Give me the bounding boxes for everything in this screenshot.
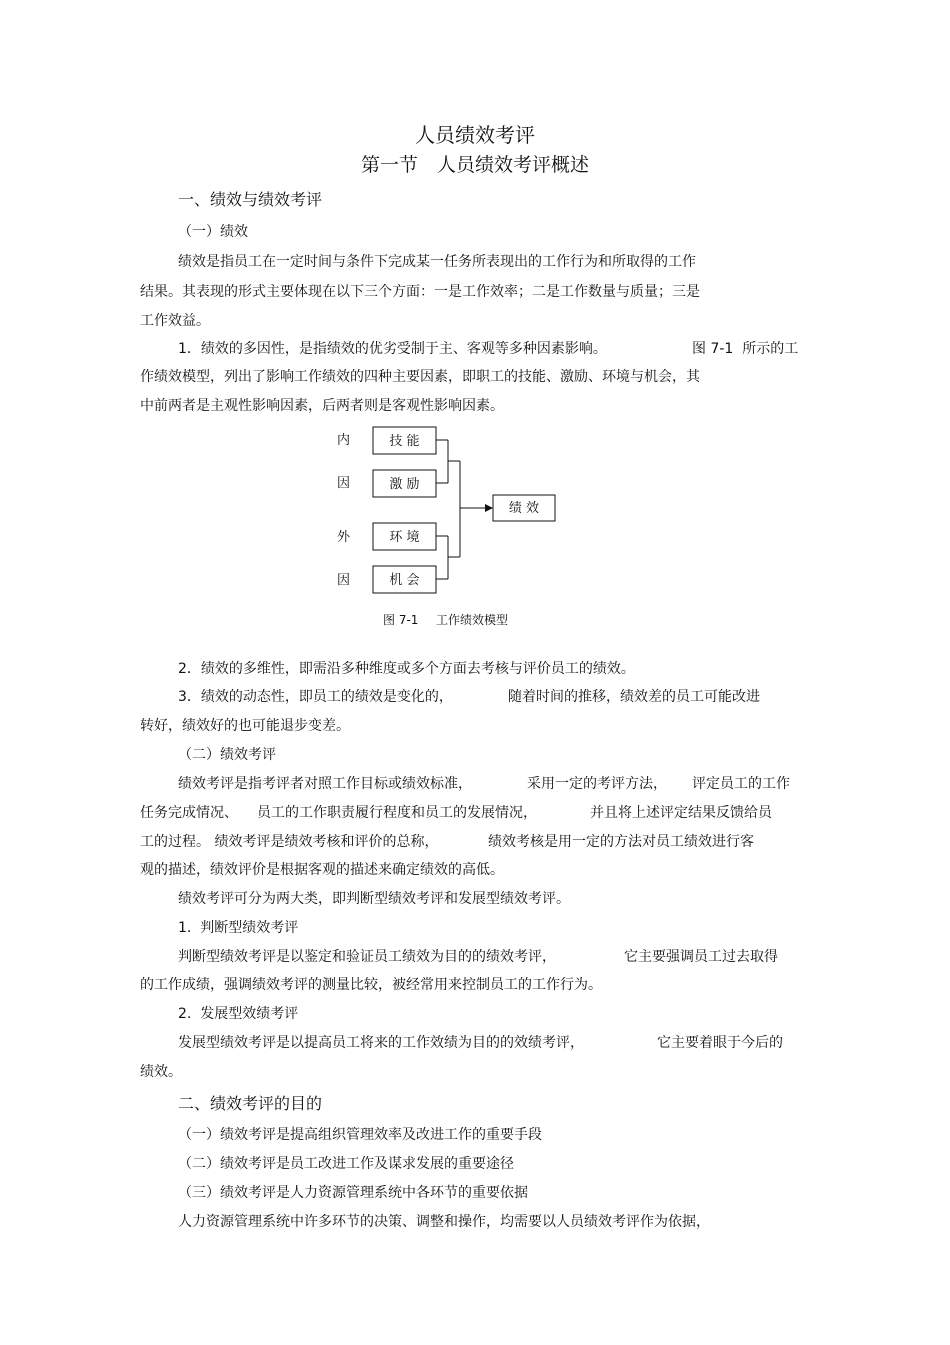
paragraph-line: 工作效益。 [140,313,210,329]
factor-label: 激 励 [389,477,420,492]
paragraph-line: 随着时间的推移，绩效差的员工可能改进 [508,689,760,705]
paragraph-line: 并且将上述评定结果反馈给员 [590,805,772,821]
paragraph-line: 工的过程。 绩效考评是绩效考核和评价的总称， [140,834,439,850]
paragraph-line: 1．绩效的多因性，是指绩效的优劣受制于主、客观等多种因素影响。 [178,341,607,357]
heading-2: 二、绩效考评的目的 [178,1094,323,1113]
factor-group-label: 外 [337,530,351,545]
paragraph-line: 绩效考评可分为两大类，即判断型绩效考评和发展型绩效考评。 [178,891,570,907]
factor-group-label: 因 [337,573,351,588]
factor-label: 机 会 [389,573,420,588]
paragraph-line: 转好，绩效好的也可能退步变差。 [140,718,350,734]
paragraph-line: 作绩效模型，列出了影响工作绩效的四种主要因素，即职工的技能、激励、环境与机会，其 [140,369,700,385]
paragraph-line: 它主要着眼于今后的 [657,1035,783,1051]
connector-lines [436,440,486,579]
arrow-head [485,504,493,512]
section-title: 第一节 人员绩效考评概述 [360,154,589,176]
paragraph-line: 人力资源管理系统中许多环节的决策、调整和操作，均需要以人员绩效考评作为依据， [178,1214,710,1230]
paragraph-line: 绩效考核是用一定的方法对员工绩效进行客 [488,834,754,850]
paragraph-line: 评定员工的工作 [692,776,790,792]
factor-label: 环 境 [389,530,420,545]
paragraph-line: 中前两者是主观性影响因素，后两者则是客观性影响因素。 [140,398,504,414]
paragraph-line: 2．绩效的多维性，即需沿多种维度或多个方面去考核与评价员工的绩效。 [178,661,635,677]
paragraph-line: 它主要强调员工过去取得 [624,949,778,965]
paragraph-line: 3．绩效的动态性，即员工的绩效是变化的， [178,689,453,705]
list-item: （二）绩效考评是员工改进工作及谋求发展的重要途径 [178,1156,514,1172]
list-item-judgmental: 1. 判断型绩效考评 [178,920,299,936]
paragraph-line: 结果。其表现的形式主要体现在以下三个方面：一是工作效率；二是工作数量与质量；三是 [140,284,700,300]
factor-group-label: 内 [337,433,351,448]
paragraph-line: 绩效。 [140,1064,182,1080]
paragraph-line: 绩效考评是指考评者对照工作目标或绩效标准， [178,776,472,792]
paragraph-line: 的工作成绩，强调绩效考评的测量比较，被经常用来控制员工的工作行为。 [140,977,602,993]
paragraph-line: 判断型绩效考评是以鉴定和验证员工绩效为目的的绩效考评， [178,949,556,965]
paragraph-line: 任务完成情况、 [140,805,238,821]
list-item: （三）绩效考评是人力资源管理系统中各环节的重要依据 [178,1185,528,1201]
paragraph-line: 员工的工作职责履行程度和员工的发展情况， [257,805,537,821]
figure-caption-text: 工作绩效模型 [436,613,509,627]
list-item: （一）绩效考评是提高组织管理效率及改进工作的重要手段 [178,1127,542,1143]
document-title: 人员绩效考评 [415,123,535,147]
performance-model-diagram [330,420,570,610]
result-label: 绩 效 [508,501,540,516]
paragraph-line: 采用一定的考评方法， [527,776,667,792]
factor-group-label: 因 [337,476,351,491]
paragraph-line: 绩效是指员工在一定时间与条件下完成某一任务所表现出的工作行为和所取得的工作 [178,254,696,270]
paragraph-line: 图 7-1 所示的工 [692,341,799,357]
subheading-appraisal: （二）绩效考评 [178,747,276,763]
paragraph-line: 发展型绩效考评是以提高员工将来的工作效绩为目的的效绩考评， [178,1035,584,1051]
factor-label: 技 能 [389,434,420,449]
figure-caption-number: 图 7-1 [383,613,419,627]
paragraph-line: 观的描述，绩效评价是根据客观的描述来确定绩效的高低。 [140,862,504,878]
subheading-performance: （一）绩效 [178,224,248,240]
list-item-developmental: 2. 发展型效绩考评 [178,1006,299,1022]
heading-1: 一、绩效与绩效考评 [178,190,323,209]
